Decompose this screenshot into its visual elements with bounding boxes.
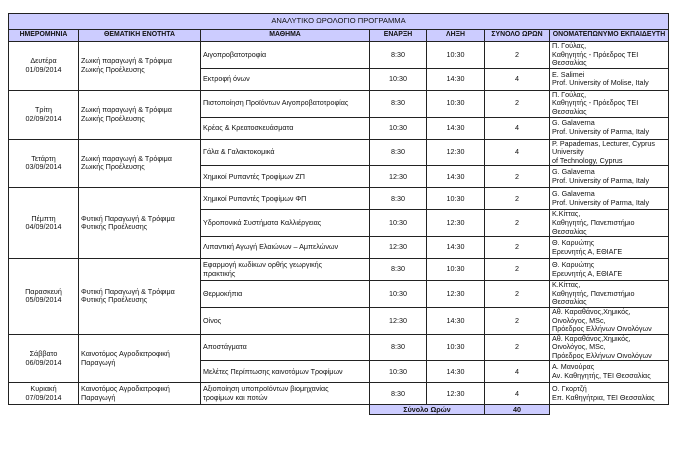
course-cell — [201, 259, 370, 281]
table-title: ΑΝΑΛΥΤΙΚΟ ΩΡΟΛΟΓΙΟ ΠΡΟΓΡΑΜΜΑ — [9, 14, 669, 30]
end-cell: 10:30 — [427, 334, 485, 361]
header-date: ΗΜΕΡΟΜΗΝΙΑ — [9, 30, 79, 42]
day-date: 07/09/2014 — [25, 392, 62, 402]
hours-cell: 2 — [485, 334, 550, 361]
day-cell — [9, 90, 79, 139]
hours-cell: 4 — [485, 68, 550, 90]
teacher-line: Επ. Καθηγήτρια, ΤΕΙ Θεσσαλίας — [552, 392, 655, 402]
header-hours: ΣΥΝΟΛΟ ΩΡΩΝ — [485, 30, 550, 42]
hours-cell: 2 — [485, 237, 550, 259]
blank-cell — [9, 405, 79, 415]
teacher-cell — [550, 307, 669, 334]
blank-cell — [201, 405, 370, 415]
teacher-line: Θ. Καρυώτης — [552, 260, 595, 270]
hours-cell: 2 — [485, 210, 550, 237]
total-row — [9, 405, 669, 415]
teacher-line: Θ. Καρυώτης — [552, 238, 595, 248]
teacher-line: Π. Γούλας, — [552, 90, 587, 99]
teacher-cell — [550, 383, 669, 405]
theme-cell — [79, 188, 201, 259]
teacher-cell — [550, 237, 669, 259]
course-line: Υδροπονικά Συστήματα Καλλιέργειας — [203, 217, 322, 227]
hours-cell: 2 — [485, 188, 550, 210]
day-date: 06/09/2014 — [25, 357, 62, 367]
hours-cell: 2 — [485, 42, 550, 69]
teacher-line: Αν. Καθηγητής, ΤΕΙ Θεσσαλίας — [552, 370, 651, 380]
start-cell: 12:30 — [370, 307, 427, 334]
theme-line: Ζωική παραγωγή & Τρόφιμα — [81, 56, 172, 66]
teacher-line: of Technology, Cyprus — [552, 155, 623, 165]
course-cell — [201, 334, 370, 361]
teacher-line: Ερευνητής Α, ΕΘΙΑΓΕ — [552, 246, 623, 256]
course-line: Αποστάγματα — [203, 342, 247, 352]
teacher-cell — [550, 139, 669, 166]
teacher-line: Ερευνητής Α, ΕΘΙΑΓΕ — [552, 268, 623, 278]
teacher-line: Ο. Γκορτζή — [552, 384, 587, 394]
header-teacher: ΟΝΟΜΑΤΕΠΩΝΥΜΟ ΕΚΠΑΙΔΕΥΤΗ — [550, 30, 669, 42]
theme-line: Παραγωγή — [81, 357, 116, 367]
teacher-line: Prof. University of Molise, Italy — [552, 78, 649, 88]
theme-line: Φυτική Παραγωγή & Τρόφιμα — [81, 286, 175, 296]
hours-cell: 4 — [485, 383, 550, 405]
teacher-cell — [550, 166, 669, 188]
start-cell: 8:30 — [370, 259, 427, 281]
total-label: Σύνολο Ωρών — [370, 405, 485, 415]
table-row — [9, 334, 669, 361]
theme-line: Φυτική Παραγωγή & Τρόφιμα — [81, 213, 175, 223]
course-line: Εφαρμογή κωδίκων ορθής γεωργικής — [203, 260, 323, 270]
course-cell — [201, 281, 370, 308]
course-cell — [201, 361, 370, 383]
theme-cell — [79, 383, 201, 405]
theme-cell — [79, 90, 201, 139]
course-cell — [201, 307, 370, 334]
teacher-line: G. Galaverna — [552, 167, 595, 177]
total-value: 40 — [485, 405, 550, 415]
start-cell: 10:30 — [370, 68, 427, 90]
theme-line: Ζωική παραγωγή & Τρόφιμα — [81, 153, 172, 163]
table-row — [9, 139, 669, 166]
teacher-line: Αθ. Καραθάνος,Χημικός, Οινολόγος, MSc, — [552, 334, 631, 352]
course-line: Αξιοποίηση υποπροϊόντων βιομηχανίας — [203, 384, 329, 394]
course-line: Χημικοί Ρυπαντές Τροφίμων ΦΠ — [203, 193, 307, 203]
teacher-cell — [550, 68, 669, 90]
teacher-cell — [550, 210, 669, 237]
course-line: Θερμοκήπια — [203, 288, 243, 298]
theme-line: Ζωικής Προέλευσης — [81, 64, 145, 74]
start-cell: 8:30 — [370, 188, 427, 210]
day-cell — [9, 139, 79, 188]
course-line: Κρέας & Κρεατοσκευάσματα — [203, 122, 294, 132]
course-cell — [201, 383, 370, 405]
schedule-table — [8, 13, 669, 415]
hours-cell: 4 — [485, 361, 550, 383]
day-name: Πέμπτη — [31, 213, 56, 223]
day-name: Τετάρτη — [31, 153, 56, 163]
teacher-line: Prof. University of Parma, Italy — [552, 127, 650, 137]
day-name: Δευτέρα — [30, 56, 57, 66]
hours-cell: 2 — [485, 281, 550, 308]
course-cell — [201, 139, 370, 166]
end-cell: 10:30 — [427, 259, 485, 281]
header-theme: ΘΕΜΑΤΙΚΗ ΕΝΟΤΗΤΑ — [79, 30, 201, 42]
theme-cell — [79, 334, 201, 383]
course-line: Γάλα & Γαλακτοκομικά — [203, 147, 275, 157]
theme-cell — [79, 259, 201, 335]
end-cell: 14:30 — [427, 361, 485, 383]
course-cell — [201, 237, 370, 259]
end-cell: 14:30 — [427, 166, 485, 188]
day-date: 05/09/2014 — [25, 295, 62, 305]
teacher-cell — [550, 334, 669, 361]
table-row — [9, 188, 669, 210]
schedule-sheet — [8, 13, 668, 415]
header-start: ΕΝΑΡΞΗ — [370, 30, 427, 42]
teacher-line: Πρόεδρος Ελλήνων Οινολόγων — [552, 324, 652, 334]
teacher-line: Καθηγητής, Πανεπιστήμιο Θεσσαλίας — [552, 217, 635, 236]
end-cell: 10:30 — [427, 42, 485, 69]
day-cell — [9, 42, 79, 91]
start-cell: 8:30 — [370, 139, 427, 166]
course-line: Λιπαντική Αγωγή Ελαιώνων – Αμπελώνων — [203, 242, 339, 252]
header-end: ΛΗΞΗ — [427, 30, 485, 42]
day-date: 01/09/2014 — [25, 64, 62, 74]
theme-line: Ζωική παραγωγή & Τρόφιμα — [81, 105, 172, 115]
course-cell — [201, 117, 370, 139]
course-line: Πιστοποίηση Προϊόντων Αιγοπροβατοτροφίας — [203, 98, 349, 108]
teacher-line: Prof. University of Parma, Italy — [552, 197, 650, 207]
day-cell — [9, 383, 79, 405]
theme-cell — [79, 42, 201, 91]
course-line: τροφίμων και ποτών — [203, 392, 268, 402]
teacher-line: G. Galaverna — [552, 118, 595, 128]
teacher-line: Α. Μανούρας — [552, 362, 595, 372]
theme-line: Φυτικής Προέλευσης — [81, 222, 148, 232]
theme-cell — [79, 139, 201, 188]
table-row — [9, 90, 669, 117]
start-cell: 12:30 — [370, 237, 427, 259]
start-cell: 8:30 — [370, 42, 427, 69]
hours-cell: 2 — [485, 166, 550, 188]
header-row — [9, 30, 669, 42]
course-cell — [201, 210, 370, 237]
teacher-cell — [550, 117, 669, 139]
teacher-line: Κ.Κίττας, — [552, 280, 581, 290]
end-cell: 12:30 — [427, 139, 485, 166]
course-cell — [201, 68, 370, 90]
theme-line: Καινοτόμος Αγροδιατροφική — [81, 384, 170, 394]
teacher-cell — [550, 42, 669, 69]
title-row — [9, 14, 669, 30]
teacher-cell — [550, 281, 669, 308]
table-row — [9, 383, 669, 405]
teacher-line: P. Papademas, Lecturer, Cyprus University — [552, 139, 655, 157]
teacher-line: Καθηγητής - Πρόεδρος ΤΕΙ Θεσσαλίας — [552, 98, 639, 116]
start-cell: 10:30 — [370, 117, 427, 139]
teacher-line: Καθηγητής, Πανεπιστήμιο Θεσσαλίας — [552, 288, 635, 307]
teacher-line: Prof. University of Parma, Italy — [552, 175, 650, 185]
blank-cell — [79, 405, 201, 415]
end-cell: 12:30 — [427, 281, 485, 308]
course-line: Αιγοπροβατοτροφία — [203, 49, 267, 59]
course-line: Εκτροφή όνων — [203, 73, 250, 83]
start-cell: 8:30 — [370, 334, 427, 361]
course-line: Μελέτες Περίπτωσης καινοτόμων Τροφίμων — [203, 366, 343, 376]
end-cell: 10:30 — [427, 188, 485, 210]
course-line: Χημικοί Ρυπαντές Τροφίμων ΖΠ — [203, 171, 305, 181]
end-cell: 10:30 — [427, 90, 485, 117]
header-course: ΜΑΘΗΜΑ — [201, 30, 370, 42]
teacher-line: Πρόεδρος Ελλήνων Οινολόγων — [552, 350, 652, 360]
day-name: Παρασκευή — [25, 286, 62, 296]
teacher-cell — [550, 188, 669, 210]
theme-line: Φυτικής Προέλευσης — [81, 295, 148, 305]
start-cell: 8:30 — [370, 383, 427, 405]
start-cell: 12:30 — [370, 166, 427, 188]
day-date: 02/09/2014 — [25, 113, 62, 123]
teacher-line: E. Salimei — [552, 69, 585, 79]
teacher-line: Αθ. Καραθάνος,Χημικός, Οινολόγος, MSc, — [552, 307, 631, 325]
end-cell: 14:30 — [427, 68, 485, 90]
end-cell: 14:30 — [427, 307, 485, 334]
theme-line: Ζωικής Προέλευσης — [81, 162, 145, 172]
end-cell: 12:30 — [427, 383, 485, 405]
table-row — [9, 259, 669, 281]
course-cell — [201, 166, 370, 188]
course-cell — [201, 42, 370, 69]
start-cell: 10:30 — [370, 361, 427, 383]
teacher-line: Καθηγητής - Πρόεδρος ΤΕΙ Θεσσαλίας — [552, 49, 639, 68]
day-name: Τρίτη — [35, 105, 52, 115]
end-cell: 14:30 — [427, 117, 485, 139]
hours-cell: 2 — [485, 307, 550, 334]
day-cell — [9, 188, 79, 259]
teacher-line: Π. Γούλας, — [552, 41, 587, 50]
start-cell: 10:30 — [370, 210, 427, 237]
hours-cell: 4 — [485, 117, 550, 139]
end-cell: 14:30 — [427, 237, 485, 259]
day-name: Σάββατο — [29, 348, 58, 358]
start-cell: 10:30 — [370, 281, 427, 308]
day-date: 04/09/2014 — [25, 222, 62, 232]
day-date: 03/09/2014 — [25, 162, 62, 172]
teacher-cell — [550, 90, 669, 117]
blank-cell — [550, 405, 669, 415]
table-row — [9, 42, 669, 69]
hours-cell: 4 — [485, 139, 550, 166]
day-cell — [9, 334, 79, 383]
hours-cell: 2 — [485, 90, 550, 117]
teacher-line: G. Galaverna — [552, 189, 595, 199]
teacher-cell — [550, 259, 669, 281]
theme-line: Παραγωγή — [81, 392, 116, 402]
course-line: Οίνος — [203, 315, 222, 325]
teacher-line: Κ.Κίττας, — [552, 209, 581, 219]
course-cell — [201, 90, 370, 117]
course-cell — [201, 188, 370, 210]
hours-cell: 2 — [485, 259, 550, 281]
start-cell: 8:30 — [370, 90, 427, 117]
theme-line: Ζωικής Προέλευσης — [81, 113, 145, 123]
day-cell — [9, 259, 79, 335]
course-line: πρακτικής — [203, 268, 236, 278]
teacher-cell — [550, 361, 669, 383]
day-name: Κυριακή — [30, 384, 57, 394]
theme-line: Καινοτόμος Αγροδιατροφική — [81, 348, 170, 358]
end-cell: 12:30 — [427, 210, 485, 237]
